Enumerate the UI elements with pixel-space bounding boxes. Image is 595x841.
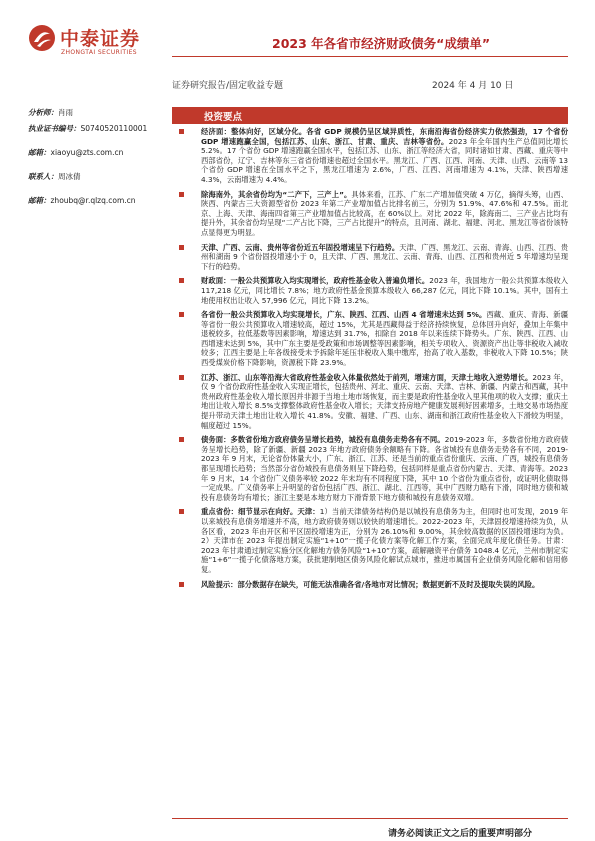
- bullet-square-icon: [179, 278, 184, 283]
- bullet-square-icon: [179, 582, 184, 587]
- key-point: 重点省份：细节显示在向好。天津：1）当前天津债务结构仍是以城投有息债务为主，但同时也可发现，2019 年以来城投有息债务增速并不高，地方政府债务则以较快的增速增长。2022-2023 年，天津固投增速持续为负，从各区看，2023 年由开区和平区固投增速为正，分别为 26.10%和 9.00%，其余较高数据的区固投增速均为负。2）天津市在 2023 年提出制定实施“1+10”一揽子化债方案等化解工作方案，全面完成年度化债任务。甘肃：2023 年甘肃通过制定实施分区化解地方债务风险“1+10”方案，疏解融资平台债务 1048.4 亿元，兰州市制定实施“1+6”一揽子化债落地方案，获批建制地区债务风险化解试点城市，推进市属国有企业债务风险化解和信用修复。: [174, 507, 568, 574]
- document-title: 2023 年各省市经济财政债务“成绩单”: [272, 36, 491, 51]
- analyst-row: 分析师：肖雨: [28, 108, 73, 117]
- contact-email-link[interactable]: zhoubq@r.qlzq.com.cn: [50, 196, 136, 205]
- contact-email-row: 邮箱：zhoubq@r.qlzq.com.cn: [28, 196, 136, 205]
- key-points-body: [174, 127, 568, 594]
- analyst-info: [28, 108, 170, 212]
- brand-name-cn: 中泰证券: [60, 28, 141, 50]
- footer-rule: [172, 818, 568, 819]
- cert-row: 执业证书编号：S0740520110001: [28, 124, 148, 133]
- company-logo: [28, 22, 158, 62]
- risk-warning: 风险提示：部分数据存在缺失，可能无法准确各省/各地市对比情况；数据更新不及时及提取失误的风险。: [174, 580, 568, 590]
- section-header: [172, 107, 568, 124]
- key-point: 财政面：一般公共预算收入均实现增长，政府性基金收入普遍负增长。2023 年，我国地方一般公共预算本级收入 117,218 亿元，同比增长 7.8%；地方政府性基金预算本级收入 66,287 亿元，同比下降 10.1%。其中，国有土地使用权出让收入 57,996 亿元，同比下降 13.2%。: [174, 276, 568, 305]
- key-point: 江苏、浙江、山东等沿海大省政府性基金收入体量依然处于前列，增速方面，天津土地收入逆势增长。2023 年，仅 9 个省份政府性基金收入实现正增长，包括贵州、河北、重庆、云南、天津、吉林、新疆、内蒙古和西藏，其中贵州政府性基金收入增长原因并非源于当地土地市场恢复，而主要是政府性基金收入里其他项的收入支撑；重庆土地出让收入增长 8.5%支撑整体政府性基金收入增长；天津支持房地产健康发展利好因素增多，土地交易市场热度提升带动天津土地出让收入增长 41.8%。安徽、福建、广西、山东、湖南和浙江政府性基金收入下滑较为明显，幅度超过 15%。: [174, 373, 568, 431]
- key-point: 经济面：整体向好，区域分化。各省 GDP 规模仍呈区域异质性，东南沿海省份经济实力依然强劲，17 个省份 GDP 增速跑赢全国，包括江苏、山东、浙江、甘肃、重庆、吉林等省份。2023 年全年国内生产总值同比增长 5.2%。17 个省份 GDP 增速跑赢全国水平，包括江苏、山东、浙江等经济大省，同时诸如甘肃、西藏、重庆等中西部省份，辽宁、吉林等东三省省份增速也超过全国水平。黑龙江、广西、江西、河南、天津、山西、云南等 13 个省份 GDP 增速在全国水平之下，黑龙江增速为 2.6%，广西、江西、河南增速为 4.1%，天津、陕西增速 4.3%，云南增速为 4.4%。: [174, 127, 568, 185]
- bullet-square-icon: [179, 245, 184, 250]
- bullet-square-icon: [179, 312, 184, 317]
- bullet-square-icon: [179, 129, 184, 134]
- zhongtai-logo-icon: [28, 24, 56, 52]
- section-title: 投资要点: [204, 112, 243, 123]
- disclaimer-note: 请务必阅读正文之后的重要声明部分: [388, 829, 533, 839]
- key-point: 各省份一般公共预算收入均实现增长，广东、陕西、江西、山西 4 省增速未达到 5%。西藏、重庆、青海、新疆等省份一般公共预算收入增速较高，超过 15%，尤其是西藏得益于经济持续恢复，总体回升向好，叠加上年集中退税较多，拉低基数等因素影响，增速达到 31.7%，扣除自 2018 年以来连续下降势头。广东、陕西、江西、山西增速未达到 5%，其中广东主要是受政策和市场调整等因素影响，相关专项收入、资源资产出让等非税收入减收较多；江西主要是上年各级接受未予拆除年延压非税收入集中缴库，抬高了收入基数，非税收入下降 10.5%；陕西受煤炭价格下降影响，资源税下降 23.9%。: [174, 310, 568, 368]
- bullet-square-icon: [179, 192, 184, 197]
- key-point: 债务面：多数省份地方政府债务呈增长趋势，城投有息债务走势各有不同。2019-2023 年，多数省份地方政府债务呈增长趋势，除了新疆、新疆 2023 年地方政府债务余额略有下降。各省城投有息债务走势各有不同，2019-2023 年 9 月末，无论省份体量大小，广东、浙江、江苏、还是当前的重点省份重庆、云南、广西，城投有息债务都呈现增长趋势；当然部分省份城投有息债务则呈下降趋势，包括同样是重点省份内蒙古、天津、青海等。2023 年 9 月末，14 个省份广义债务率较 2022 年末均有不同程度下降，其中 10 个省份为重点省份，或证明化债取得一定成果。广义债务率上升明显的省份包括广西、浙江、湖北、江西等，其中广西财力略有下滑，同时地方债和城投有息债务均有增长；浙江主要是本地方财力下滑背景下地方债和城投有息债务双增。: [174, 435, 568, 502]
- report-type: 证券研究报告/固定收益专题: [172, 81, 284, 91]
- header-rule: [172, 56, 568, 57]
- key-point: 除海南外，其余省份均为“二产下，三产上”。具体来看，江苏、广东二产增加值突破 4 万亿，摘得头筹，山西、陕西、内蒙古三大资源型省份 2023 年第二产业增加值占比排名前三，分别为 51.9%、47.6%和 47.5%。而北京、上海、天津、海南四省第三产业增加值占比较高，在 60%以上。对比 2022 年，除海南二、三产业占比均有提升外，其余省份均呈现“二产占比下降，三产占比提升”的特点，且河南、湖北、福建、河北、黑龙江等省份该特点显得更为明显。: [174, 190, 568, 238]
- brand-name-en: ZHONGTAI SECURITIES: [61, 49, 138, 56]
- analyst-email-row: 邮箱：xiaoyu@zts.com.cn: [28, 148, 124, 157]
- bullet-square-icon: [179, 509, 184, 514]
- bullet-square-icon: [179, 437, 184, 442]
- analyst-email-link[interactable]: xiaoyu@zts.com.cn: [50, 148, 124, 157]
- report-date: 2024 年 4 月 10 日: [432, 81, 514, 91]
- key-point: 天津、广西、云南、贵州等省份近五年固投增速呈下行趋势。天津、广西、黑龙江、云南、青海、山西、江西、贵州和湖南 9 个省份固投增速小于 0，且天津、广西、黑龙江、云南、青海、山西、江西和贵州近 5 年增速均呈现下行的趋势。: [174, 243, 568, 272]
- contact-row: 联系人：周冰倩: [28, 172, 81, 181]
- bullet-square-icon: [179, 375, 184, 380]
